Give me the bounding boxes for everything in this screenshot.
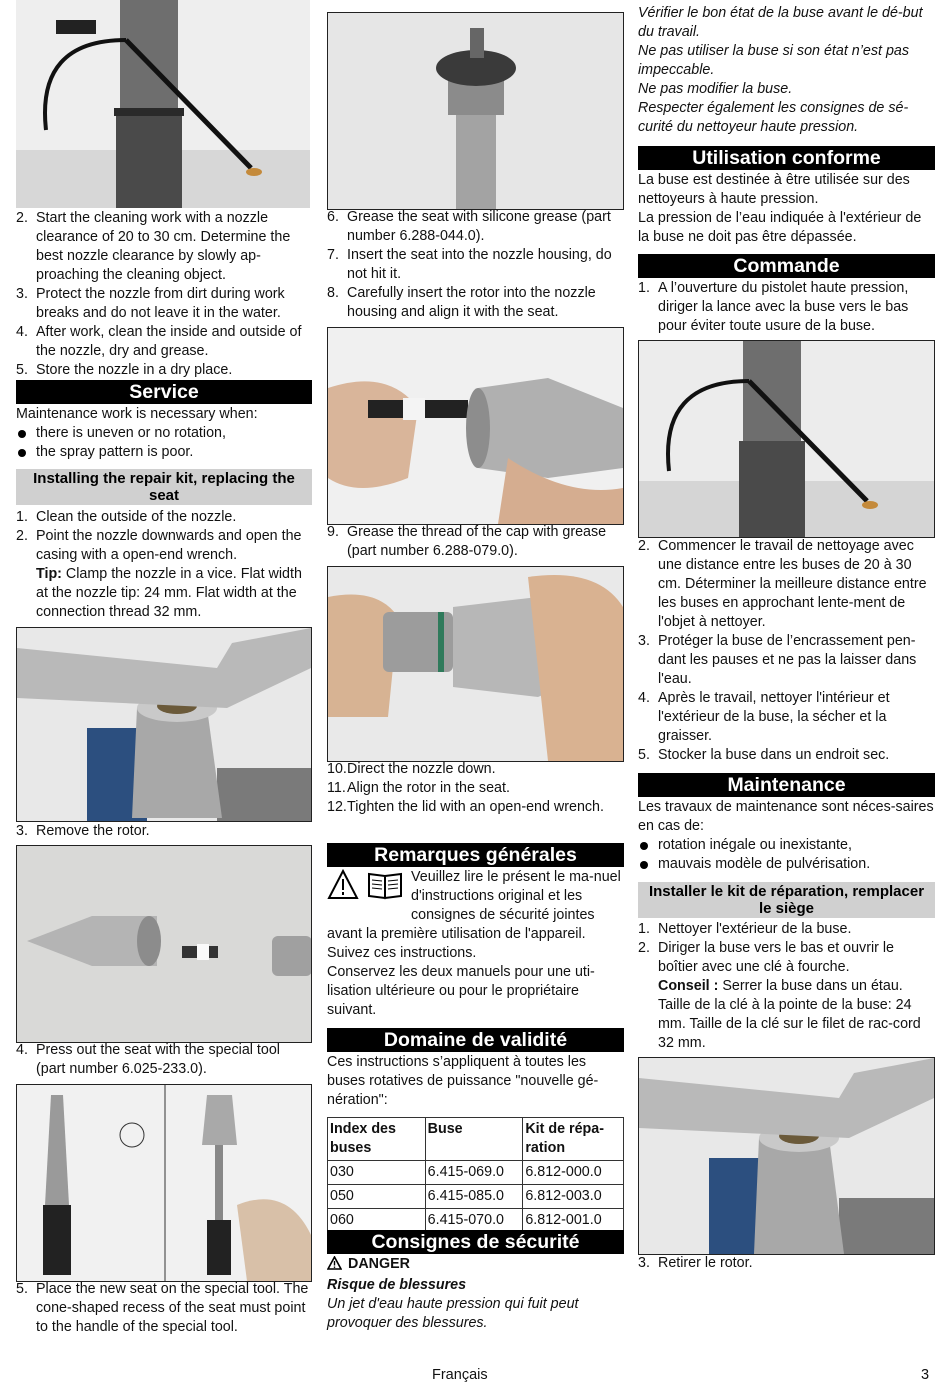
photo-wrench-on-nozzle-fr [638, 1057, 935, 1255]
step-text: Direct the nozzle down. [347, 761, 496, 777]
table-header-cell: Buse [425, 1118, 523, 1161]
list-item [638, 689, 935, 746]
nozzle-index-table [327, 1117, 624, 1233]
table-header-cell: Kit de répa-ration [523, 1118, 624, 1161]
list-item [638, 632, 935, 689]
utilisation-text: La pression de l’eau indiquée à l'extérieur de la buse ne doit pas être dépassée. [638, 210, 922, 245]
photo-wrench-on-nozzle [16, 627, 312, 822]
wrench-illustration [17, 628, 311, 821]
step-text: Press out the seat with the special tool (part number 6.025-233.0). [36, 1042, 280, 1077]
conseil-label: Conseil : [658, 978, 719, 994]
table-cell: 6.812-001.0 [523, 1209, 624, 1233]
step-number: 4. [16, 324, 28, 340]
step-text: Protéger la buse de l’encrassement pen-dant les pauses et ne pas la laisser dans l'eau. [658, 633, 917, 687]
table-cell: 6.415-085.0 [425, 1185, 523, 1209]
parts-illustration [17, 846, 311, 1042]
bullet-item: rotation inégale ou inexistante, [638, 836, 935, 855]
step-text: Carefully insert the rotor into the nozzle housing and align it with the seat. [347, 285, 596, 320]
section-heading-service: Service [16, 380, 312, 404]
maintenance-intro: Les travaux de maintenance sont néces-saires en cas de: [638, 799, 934, 834]
step-text: After work, clean the inside and outside of the nozzle, dry and grease. [36, 324, 302, 359]
table-row [328, 1185, 624, 1209]
step-number: 4. [638, 690, 650, 706]
list-item [16, 361, 312, 380]
intro-line: Vérifier le bon état de la buse avant le dé-but du travail. [638, 5, 923, 40]
step-number: 5. [16, 1281, 28, 1297]
step-number: 11. [327, 780, 346, 796]
table-cell: 6.415-070.0 [425, 1209, 523, 1233]
list-item [327, 779, 624, 798]
service-intro: Maintenance work is necessary when: [16, 406, 258, 422]
conseil-text: Serrer la buse dans un étau. Taille de la clé à la pointe de la buse: 24 mm. Taille de la clé sur le filet de rac-cord 32 mm. [658, 978, 921, 1051]
list-item [16, 323, 312, 361]
list-item [638, 746, 935, 765]
step-text: Insert the seat into the nozzle housing, do not hit it. [347, 247, 612, 282]
rotor-insert-illustration [328, 328, 623, 524]
step-number: 3. [638, 633, 650, 649]
intro-line: Ne pas utiliser la buse si son état n’est pas impeccable. [638, 43, 909, 78]
table-cell: 6.415-069.0 [425, 1161, 523, 1185]
remarques-text-2: Conservez les deux manuels pour une uti-lisation ultérieure ou pour le propriétaire suivant. [327, 964, 595, 1018]
section-heading-commande: Commande [638, 254, 935, 278]
step-number: 12. [327, 799, 347, 815]
step-text: Align the rotor in the seat. [347, 780, 510, 796]
list-item [16, 508, 312, 527]
list-item [16, 1280, 312, 1337]
subheading-kit-reparation: Installer le kit de réparation, remplacer le siège [638, 882, 935, 918]
table-cell: 060 [328, 1209, 426, 1233]
list-item [638, 920, 935, 939]
photo-seat-on-tool [327, 12, 624, 210]
section-heading-utilisation: Utilisation conforme [638, 146, 935, 170]
step-text: Grease the thread of the cap with grease (part number 6.288-079.0). [347, 524, 607, 559]
section-heading-remarques: Remarques générales [327, 843, 624, 867]
bullet-item: mauvais modèle de pulvérisation. [638, 855, 935, 874]
photo-nozzle-parts [16, 845, 312, 1043]
photo-man-with-spray-lance [16, 0, 310, 208]
table-row [328, 1161, 624, 1185]
step-number: 1. [638, 280, 650, 296]
danger-title: Risque de blessures [327, 1277, 467, 1293]
list-item [327, 284, 624, 322]
list-item [16, 822, 312, 841]
step-number: 5. [16, 362, 28, 378]
tip-text: Clamp the nozzle in a vice. Flat width at the nozzle tip: 24 mm. Flat width at the connection thread 32 mm. [36, 566, 302, 620]
step-number: 4. [16, 1042, 28, 1058]
special-tool-illustration [17, 1085, 311, 1281]
step-number: 1. [16, 509, 28, 525]
list-item [327, 208, 624, 246]
step-text: Start the cleaning work with a nozzle clearance of 20 to 30 cm. Determine the best nozzle clearance by slowly ap-proaching the cleaning object. [36, 210, 291, 283]
list-item [638, 537, 935, 632]
step-number: 2. [16, 528, 28, 544]
page-number: 3 [921, 1367, 930, 1383]
intro-line: Respecter également les consignes de sé-curité du nettoyeur haute pression. [638, 100, 909, 135]
step-text: Retirer le rotor. [658, 1255, 753, 1271]
intro-line: Ne pas modifier la buse. [638, 81, 793, 97]
step-text: Point the nozzle downwards and open the casing with a open-end wrench. [36, 528, 302, 563]
list-item [16, 1041, 312, 1079]
step-number: 9. [327, 524, 339, 540]
section-heading-maintenance: Maintenance [638, 773, 935, 797]
bullet-item: there is uneven or no rotation, [16, 424, 312, 443]
photo-insert-rotor [327, 327, 624, 525]
step-number: 2. [638, 940, 650, 956]
step-text: Protect the nozzle from dirt during work breaks and do not leave it in the water. [36, 286, 285, 321]
footer-language: Français [432, 1367, 488, 1383]
step-number: 3. [638, 1255, 650, 1271]
danger-line [327, 1255, 624, 1276]
subheading-repair-kit: Installing the repair kit, replacing the seat [16, 469, 312, 505]
step-text: Remove the rotor. [36, 823, 150, 839]
photo-man-with-spray-lance-fr [638, 340, 935, 538]
list-item [16, 285, 312, 323]
step-text: Clean the outside of the nozzle. [36, 509, 237, 525]
step-text: Diriger la buse vers le bas et ouvrir le boîtier avec une clé à fourche. [658, 940, 894, 975]
step-text: Nettoyer l'extérieur de la buse. [658, 921, 852, 937]
table-cell: 030 [328, 1161, 426, 1185]
man-spray-illustration [16, 0, 310, 208]
section-heading-domaine: Domaine de validité [327, 1028, 624, 1052]
danger-label: DANGER [348, 1256, 410, 1272]
table-row [328, 1209, 624, 1233]
repair-steps-list [16, 508, 312, 622]
danger-text: Un jet d'eau haute pression qui fuit peut provoquer des blessures. [327, 1296, 579, 1331]
table-header-row [328, 1118, 624, 1161]
step-text: Store the nozzle in a dry place. [36, 362, 233, 378]
table-header-cell: Index des buses [328, 1118, 426, 1161]
step-text: Stocker la buse dans un endroit sec. [658, 747, 890, 763]
remarques-text: Veuillez lire le présent le ma-nuel d'instructions original et les consignes de sécurité jointes avant la première utilisation de l'appareil. Suivez ces instructions. [327, 869, 621, 961]
step-number: 1. [638, 921, 650, 937]
step-number: 2. [16, 210, 28, 226]
table-cell: 6.812-003.0 [523, 1185, 624, 1209]
seat-tool-illustration [328, 13, 623, 209]
list-item [638, 939, 935, 1053]
warning-manual-icon [327, 868, 407, 908]
list-item [638, 279, 935, 336]
list-item [327, 523, 624, 561]
list-item [638, 1254, 935, 1273]
remarques-paragraph [327, 868, 624, 963]
step-text: Place the new seat on the special tool. The cone-shaped recess of the seat must point to the handle of the special tool. [36, 1281, 309, 1335]
table-cell: 050 [328, 1185, 426, 1209]
step-number: 5. [638, 747, 650, 763]
list-item [327, 798, 624, 817]
wrench-illustration [639, 1058, 934, 1254]
danger-warning-icon [327, 1256, 342, 1276]
step-text: Commencer le travail de nettoyage avec une distance entre les buses de 20 à 30 cm. Déterminer la meilleure distance entre les buses en approchant lente-ment de l'objet à nettoyer. [658, 538, 927, 630]
step-number: 6. [327, 209, 339, 225]
list-item [327, 246, 624, 284]
cleaning-steps-list [16, 209, 312, 380]
step-number: 8. [327, 285, 339, 301]
step-number: 3. [16, 286, 28, 302]
step-text: Tighten the lid with an open-end wrench. [347, 799, 604, 815]
domaine-text: Ces instructions s’appliquent à toutes les buses rotatives de puissance "nouvelle gé-nération": [327, 1054, 599, 1108]
thread-illustration [328, 567, 623, 761]
tip-label: Tip: [36, 566, 62, 582]
photo-special-tool [16, 1084, 312, 1282]
step-number: 10. [327, 761, 347, 777]
man-spray-illustration [639, 341, 934, 537]
bullet-item: the spray pattern is poor. [16, 443, 312, 462]
utilisation-text: La buse est destinée à être utilisée sur des nettoyeurs à haute pression. [638, 172, 910, 207]
photo-grease-thread [327, 566, 624, 762]
step-text: Grease the seat with silicone grease (part number 6.288-044.0). [347, 209, 611, 244]
step-text: Après le travail, nettoyer l'intérieur et l'extérieur de la buse, la sécher et la graisser. [658, 690, 890, 744]
section-heading-consignes: Consignes de sécurité [327, 1230, 624, 1254]
list-item [327, 760, 624, 779]
step-number: 7. [327, 247, 339, 263]
step-text: A l’ouverture du pistolet haute pression, diriger la lance avec la buse vers le bas pour éviter toute usure de la buse. [658, 280, 909, 334]
list-item [16, 527, 312, 622]
list-item [16, 209, 312, 285]
step-number: 3. [16, 823, 28, 839]
step-number: 2. [638, 538, 650, 554]
table-cell: 6.812-000.0 [523, 1161, 624, 1185]
